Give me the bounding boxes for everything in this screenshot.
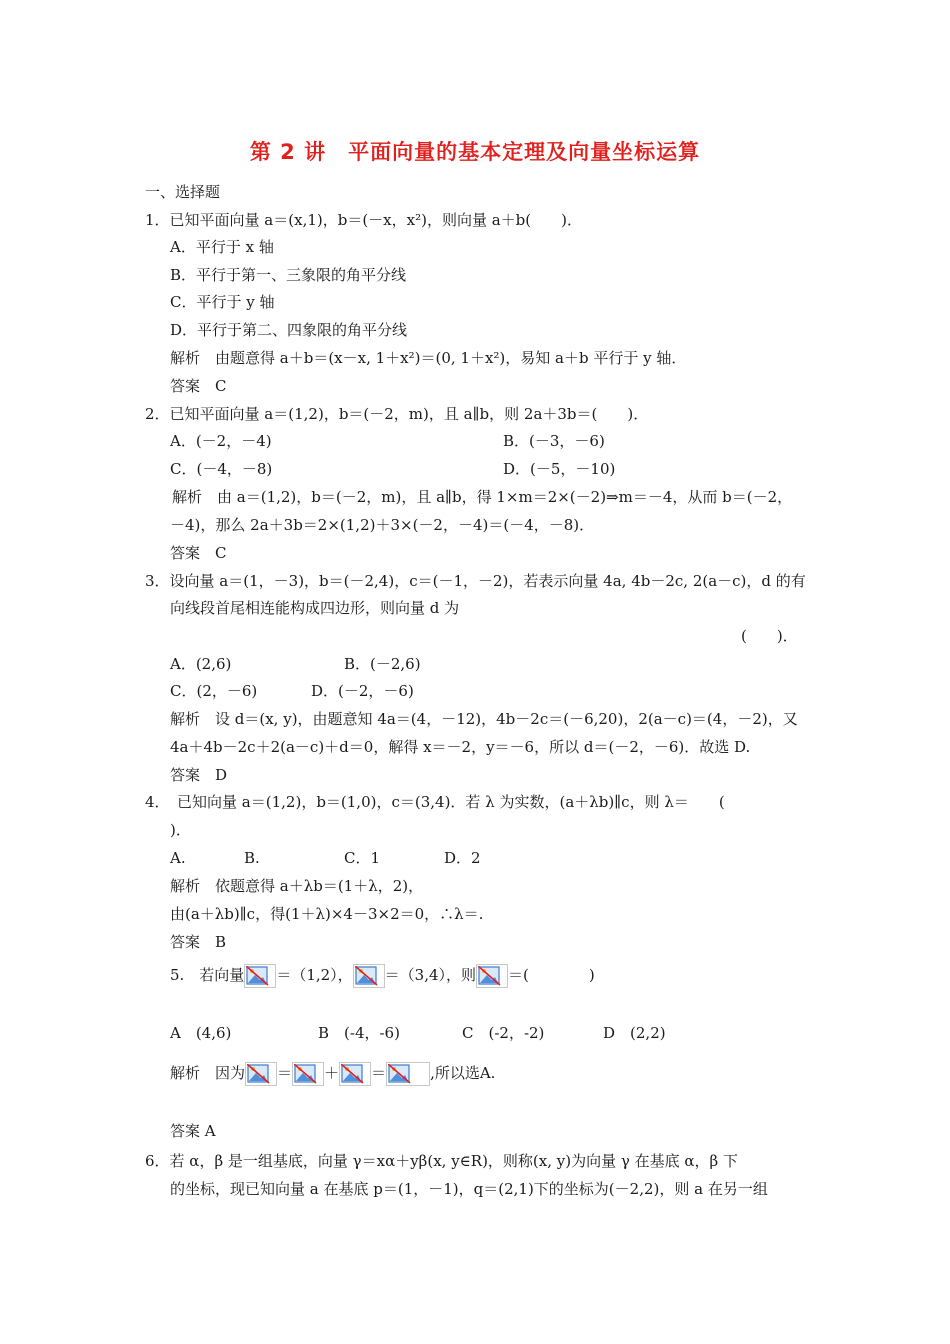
q4-option-b: B. [244, 849, 260, 867]
broken-image-icon [353, 964, 385, 988]
q5-option-b: B (-4，-6) [318, 1024, 400, 1042]
q2-option-d: D．(－5，－10) [503, 460, 616, 478]
q5-analysis-suffix: ,所以选A. [430, 1064, 496, 1082]
q5-op1: ＝ [277, 1064, 293, 1082]
q5-part1: ＝（1,2）， [276, 966, 353, 984]
q3-answer-paren: ( )． [741, 627, 798, 645]
q5-op3: ＝ [371, 1064, 387, 1082]
q1-option-d: D．平行于第二、四象限的角平分线 [170, 321, 408, 339]
q6-line1: 6．若 α，β 是一组基底，向量 γ＝xα＋yβ(x, y∈R)，则称(x, y)为向量 γ 在基底 α，β 下 [145, 1152, 738, 1170]
q2-analysis-line2: －4)，那么 2a＋3b＝2×(1,2)＋3×(－2，－4)＝(－4，－8)． [170, 516, 595, 534]
q2-option-a: A．(－2，－4) [170, 432, 272, 450]
q1-analysis: 解析 由题意得 a＋b＝(x－x, 1＋x²)＝(0, 1＋x²)，易知 a＋b 平行于 y 轴． [170, 349, 687, 367]
q4-analysis-line2: 由(a＋λb)∥c，得(1＋λ)×4－3×2＝0，∴λ＝. [170, 905, 484, 923]
q4-option-c: C．1 [344, 849, 381, 867]
q6-line2: 的坐标，现已知向量 a 在基底 p＝(1，－1)，q＝(2,1)下的坐标为(－2,2)，则 a 在另一组 [170, 1180, 768, 1198]
q5-option-a: A (4,6) [170, 1024, 232, 1042]
q5-analysis-prefix: 解析 因为 [170, 1064, 246, 1082]
broken-image-icon [339, 1062, 371, 1086]
q5-part3: ＝( ) [508, 966, 595, 984]
q3-answer: 答案 D [170, 766, 228, 784]
q2-option-b: B．(－3，－6) [503, 432, 605, 450]
q4-analysis-line1: 解析 依题意得 a＋λb＝(1＋λ，2)， [170, 877, 424, 895]
broken-image-icon [292, 1062, 324, 1086]
section-heading: 一、选择题 [145, 183, 221, 201]
q5-analysis [170, 1060, 495, 1086]
q2-answer: 答案 C [170, 544, 227, 562]
q1-option-c: C．平行于 y 轴 [170, 293, 275, 311]
q3-analysis-line1: 解析 设 d＝(x, y)，由题意知 4a＝(4，－12)，4b－2c＝(－6,20)，2(a－c)＝(4，－2)，又 [170, 710, 798, 728]
q3-option-b: B．(－2,6) [344, 655, 421, 673]
q3-analysis-line2: 4a＋4b－2c＋2(a－c)＋d＝0，解得 x＝－2，y＝－6，所以 d＝(－2，－6)．故选 D. [170, 738, 751, 756]
q5-prefix: 5. 若向量 [170, 966, 245, 984]
q3-option-d: D．(－2，－6) [311, 682, 414, 700]
q5-option-d: D (2,2) [603, 1024, 666, 1042]
q1-stem: 1．已知平面向量 a＝(x,1)，b＝(－x，x²)，则向量 a＋b( )． [145, 211, 582, 229]
q3-option-c: C．(2，－6) [170, 682, 258, 700]
q2-stem: 2．已知平面向量 a＝(1,2)，b＝(－2，m)，且 a∥b，则 2a＋3b＝( )． [145, 405, 649, 423]
q4-stem-line1: 4． 已知向量 a＝(1,2)，b＝(1,0)，c＝(3,4)．若 λ 为实数，(a＋λb)∥c，则 λ＝ ( [145, 793, 725, 811]
q3-stem-line1: 3．设向量 a＝(1，－3)，b＝(－2,4)，c＝(－1，－2)，若表示向量 4a, 4b－2c, 2(a－c)，d 的有 [145, 572, 806, 590]
q1-answer: 答案 C [170, 377, 227, 395]
q1-option-b: B．平行于第一、三象限的角平分线 [170, 266, 407, 284]
q5-op2: ＋ [324, 1064, 340, 1082]
page-title: 第 2 讲 平面向量的基本定理及向量坐标运算 [249, 140, 701, 164]
q4-stem-line2: )． [170, 821, 191, 839]
q4-option-a: A. [170, 849, 186, 867]
q2-option-c: C．(－4，－8) [170, 460, 273, 478]
q4-option-d: D．2 [444, 849, 481, 867]
q5-part2: ＝（3,4），则 [384, 966, 477, 984]
broken-image-icon [476, 964, 508, 988]
q4-answer: 答案 B [170, 933, 227, 951]
q5-option-c: C (-2，-2) [462, 1024, 545, 1042]
q2-analysis-line1: 解析 由 a＝(1,2)，b＝(－2，m)，且 a∥b，得 1×m＝2×(－2)⇒m＝－4，从而 b＝(－2， [172, 488, 793, 506]
broken-image-icon [244, 964, 276, 988]
broken-image-icon [245, 1062, 277, 1086]
q3-option-a: A．(2,6) [170, 655, 232, 673]
q3-stem-line2: 向线段首尾相连能构成四边形，则向量 d 为 [170, 599, 460, 617]
broken-image-icon [386, 1062, 430, 1086]
q5-answer: 答案 A [170, 1122, 216, 1140]
q1-option-a: A．平行于 x 轴 [170, 238, 274, 256]
q5-stem [170, 962, 595, 988]
